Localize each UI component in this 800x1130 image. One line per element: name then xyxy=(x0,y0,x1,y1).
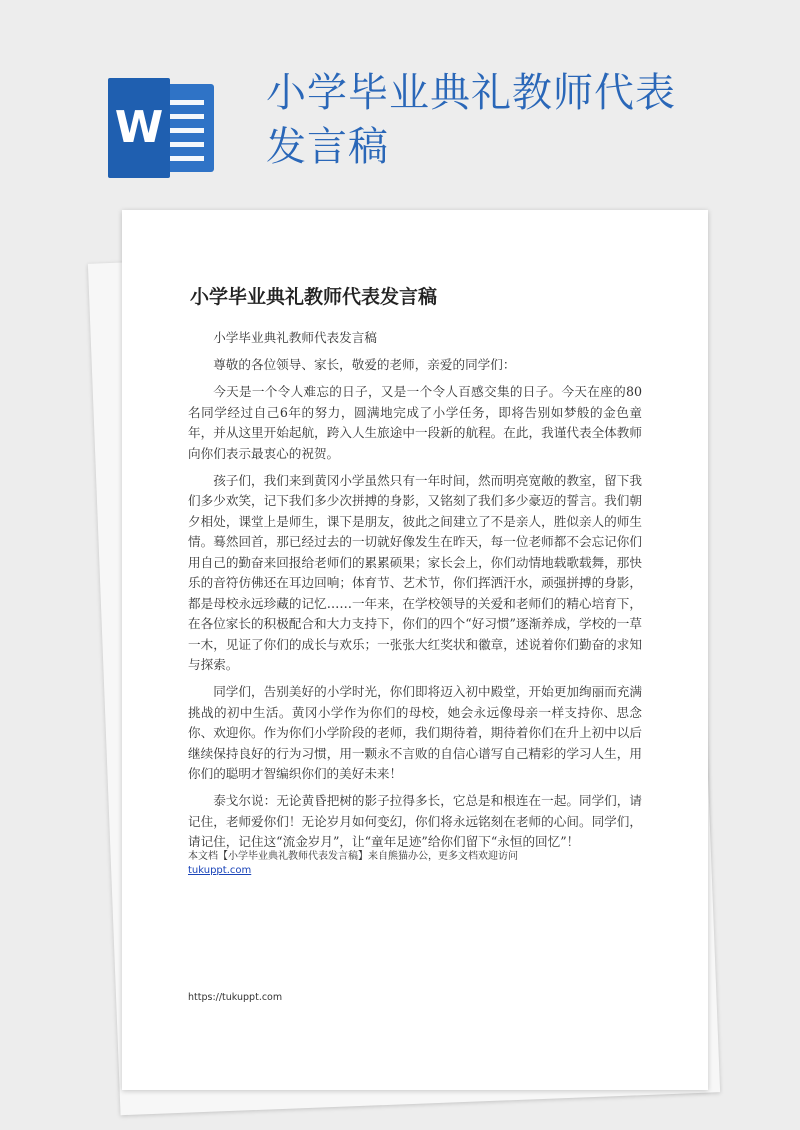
paragraph-2: 孩子们，我们来到黄冈小学虽然只有一年时间，然而明亮宽敞的教室，留下我们多少欢笑，记下我们多少次拼搏的身影，又铭刻了我们多少豪迈的誓言。我们朝夕相处，课堂上是师生，课下是朋友，彼此之间建立了不是亲人，胜似亲人的师生情。蓦然回首，那已经过去的一切就好像发生在昨天，每一位老师都不会忘记你们用自己的勤奋来回报给老师们的累累硕果；家长会上，你们动情地载歌载舞，那快乐的音符仿佛还在耳边回响；体育节、艺术节，你们挥洒汗水，顽强拼搏的身影，都是母校永远珍藏的记忆……一年来，在学校领导的关爱和老师们的精心培育下，在各位家长的积极配合和大力支持下，你们的四个“好习惯”逐渐养成，学校的一草一木，见证了你们的成长与欢乐；一张张大红奖状和徽章，述说着你们勤奋的求知与探索。 xyxy=(188,472,642,672)
paragraph-3: 同学们，告别美好的小学时光，你们即将迈入初中殿堂，开始更加绚丽而充满挑战的初中生活。黄冈小学作为你们的母校，她会永远像母亲一样支持你、思念你、欢迎你。作为你们小学阶段的老师，我们期待着，期待着你们在升上初中以后继续保持良好的行为习惯，用一颗永不言败的自信心谱写自己精彩的学习人生，用你们的聪明才智编织你们的美好未来！ xyxy=(188,684,642,781)
document-heading: 小学毕业典礼教师代表发言稿 xyxy=(190,286,438,308)
word-document-icon xyxy=(108,78,216,178)
paragraph-subtitle: 小学毕业典礼教师代表发言稿 xyxy=(213,330,377,345)
page-title: 小学毕业典礼教师代表发言稿 xyxy=(266,70,676,170)
document-body xyxy=(188,328,642,859)
source-note-text: 本文档【小学毕业典礼教师代表发言稿】来自熊猫办公，更多文档欢迎访问 xyxy=(188,851,518,862)
page-footer-url: https://tukuppt.com xyxy=(188,992,283,1003)
paragraph-4: 泰戈尔说：无论黄昏把树的影子拉得多长，它总是和根连在一起。同学们，请记住，老师爱你们！无论岁月如何变幻，你们将永远铭刻在老师的心间。同学们，请记住，记住这“流金岁月”，让“童年足迹”给你们留下“永恒的回忆”！ xyxy=(188,793,642,849)
document-page xyxy=(122,210,708,1090)
source-note xyxy=(188,850,648,878)
source-link[interactable]: tukuppt.com xyxy=(188,865,252,876)
page-header xyxy=(0,0,800,210)
word-icon-letter: W xyxy=(108,78,170,178)
paragraph-1: 今天是一个令人难忘的日子，又是一个令人百感交集的日子。今天在座的80名同学经过自己6年的努力，圆满地完成了小学任务，即将告别如梦般的金色童年，并从这里开始起航，跨入人生旅途中一段新的航程。在此，我谨代表全体教师向你们表示最衷心的祝贺。 xyxy=(188,384,642,461)
paragraph-greeting: 尊敬的各位领导、家长，敬爱的老师，亲爱的同学们： xyxy=(213,357,516,372)
